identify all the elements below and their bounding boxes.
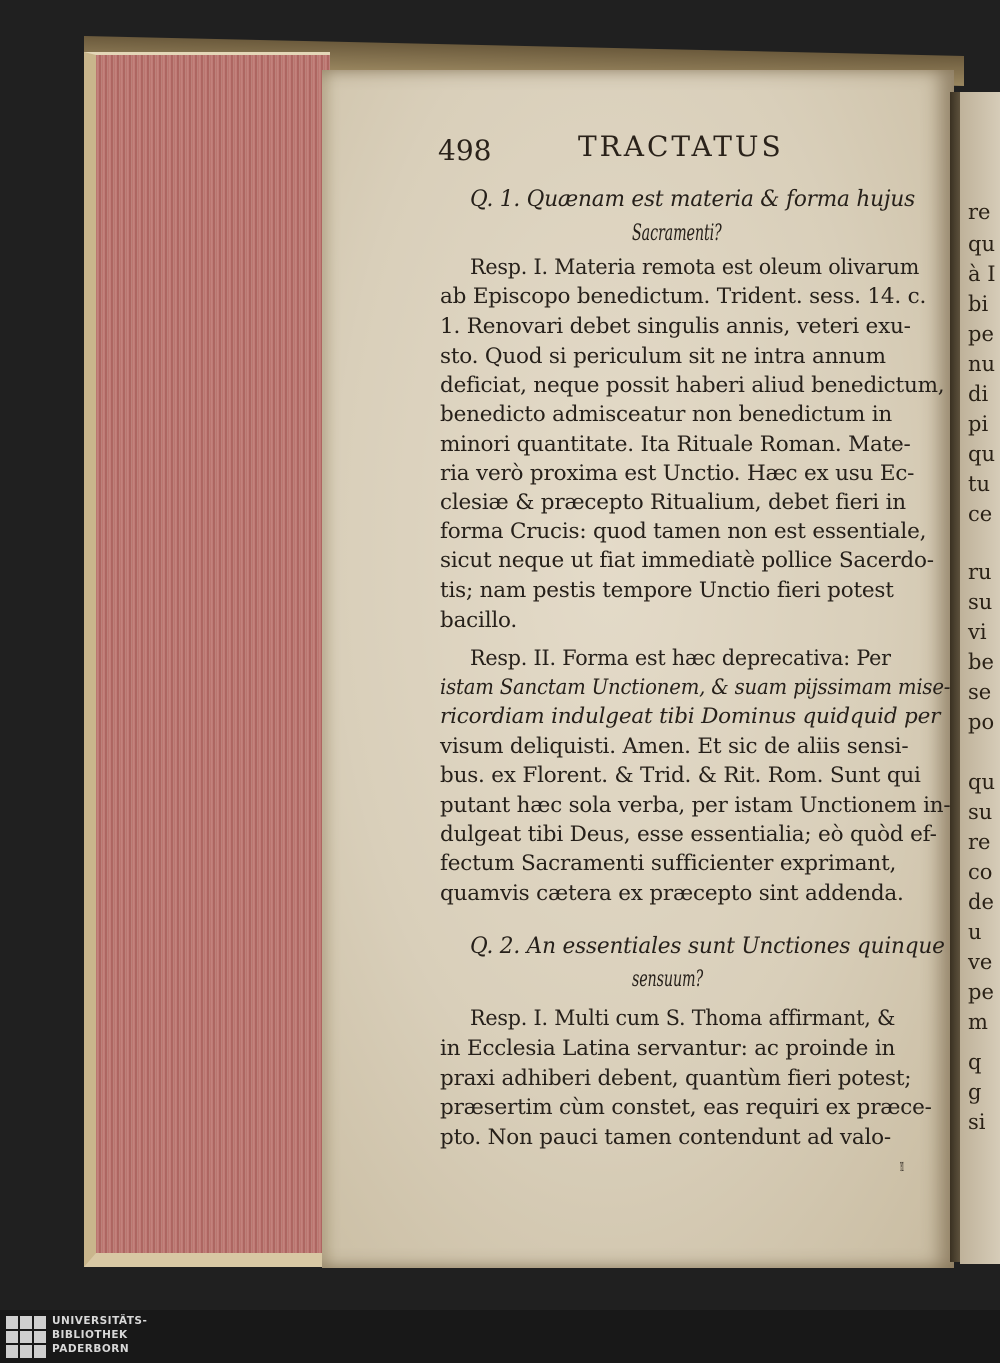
page-number: 498 [438,134,492,167]
text-line: 1. Renovari debet singulis annis, veteri exu- [440,314,911,339]
text-line: ricordiam indulgeat tibi Dominus quidquid per [440,704,941,729]
text-line: Resp. I. Materia remota est oleum olivarum [470,255,920,280]
book-fore-edge [84,52,330,1267]
next-page-fragment: qu [968,770,995,794]
library-logo-icon [6,1316,48,1358]
next-page-fragment: de [968,890,994,914]
logo-text-line-3: PADERBORN [52,1343,130,1355]
question-heading-line: sensuum? [632,966,704,992]
text-line: deficiat, neque possit haberi aliud benedictum, [440,373,945,398]
text-line: ria verò proxima est Unctio. Hæc ex usu Ec- [440,461,915,486]
next-page-fragment: se [968,680,992,704]
text-line: præsertim cùm constet, eas requiri ex præce- [440,1095,932,1120]
text-line: sicut neque ut fiat immediatè pollice Sacerdo- [440,548,934,573]
text-line: in Ecclesia Latina servantur: ac proinde in [440,1036,896,1061]
next-page-fragment: pi [968,412,989,436]
text-line: ab Episcopo benedictum. Trident. sess. 14. c. [440,284,927,309]
next-page-fragment: vi [968,620,987,644]
text-line: visum deliquisti. Amen. Et sic de aliis sensi- [440,734,909,759]
text-line: bus. ex Florent. & Trid. & Rit. Rom. Sunt qui [440,763,921,788]
next-page-fragment: pe [968,322,994,346]
text-line: quamvis cætera ex præcepto sint addenda. [440,881,904,906]
next-page-fragment: pe [968,980,994,1004]
text-line: tis; nam pestis tempore Unctio fieri potest [440,578,894,603]
next-page-fragment: re [968,200,991,224]
question-heading-line: Q. 2. An essentiales sunt Unctiones quinque [470,933,945,959]
catchword: rem [900,1155,904,1176]
text-line: praxi adhiberi debent, quantùm fieri potest; [440,1066,912,1091]
text-line: Resp. II. Forma est hæc deprecativa: Per [470,646,891,671]
question-heading-line: Q. 1. Quænam est materia & forma hujus [470,186,915,212]
question-heading-line: Sacramenti? [632,220,722,246]
next-page-fragment: re [968,830,991,854]
next-page-fragment: m [968,1010,988,1034]
text-line: benedicto admisceatur non benedictum in [440,402,893,427]
next-page-fragment: su [968,590,993,614]
next-page-fragment: q [968,1050,982,1074]
next-page-fragment: g [968,1080,982,1104]
next-page-fragment: à I [968,262,996,286]
next-page-fragment: be [968,650,994,674]
next-page-fragment: u [968,920,982,944]
next-page-fragment: su [968,800,993,824]
next-page-fragment: ce [968,502,993,526]
next-page-fragment: ve [968,950,993,974]
next-page-fragment: co [968,860,993,884]
next-page-fragment: tu [968,472,990,496]
text-line: Resp. I. Multi cum S. Thoma affirmant, & [470,1006,896,1031]
next-page-fragment: bi [968,292,989,316]
next-page-fragment: qu [968,232,995,256]
text-line: clesiæ & præcepto Ritualium, debet fieri in [440,490,906,515]
text-line: dulgeat tibi Deus, esse essentialia; eò quòd ef- [440,822,937,847]
text-line: sto. Quod si periculum sit ne intra annum [440,344,886,369]
text-line: forma Crucis: quod tamen non est essentiale, [440,519,927,544]
logo-text-line-1: UNIVERSITÄTS- [52,1315,148,1327]
next-page-fragment: ru [968,560,992,584]
footer-bar [0,1310,1000,1363]
next-page-fragment: di [968,382,989,406]
text-line: pto. Non pauci tamen contendunt ad valo- [440,1125,891,1150]
text-line: putant hæc sola verba, per istam Unctionem in- [440,793,951,818]
next-page-fragment: po [968,710,995,734]
text-line: fectum Sacramenti sufficienter exprimant, [440,851,897,876]
next-page-fragment: si [968,1110,986,1134]
next-page-fragment: nu [968,352,996,376]
next-page-edge [960,92,1000,1264]
text-line: minori quantitate. Ita Rituale Roman. Mate- [440,432,911,457]
text-line: istam Sanctam Unctionem, & suam pijssimam mise- [440,675,951,700]
logo-text-line-2: BIBLIOTHEK [52,1329,128,1341]
next-page-fragment: qu [968,442,995,466]
running-head: TRACTATUS [578,130,784,163]
text-line: bacillo. [440,608,518,633]
